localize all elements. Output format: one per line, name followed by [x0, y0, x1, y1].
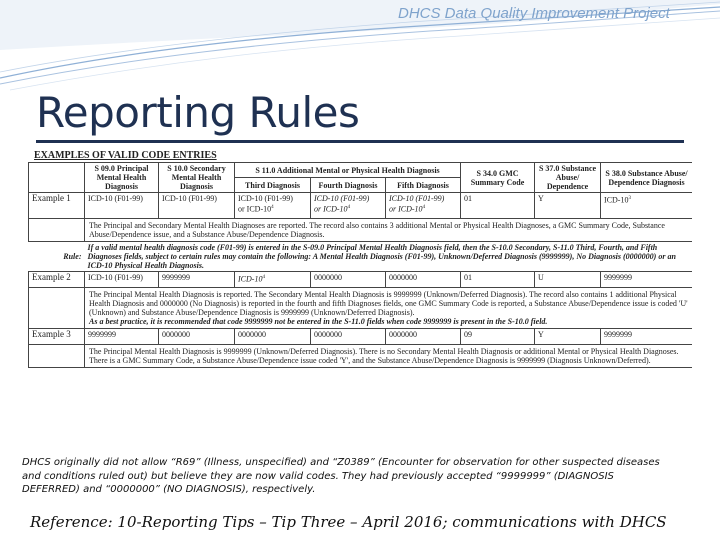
ex1-fifth-footnote: 4: [422, 205, 426, 210]
ex3-fifth: 0000000: [386, 329, 461, 345]
example-3-row: [29, 329, 693, 345]
ex1-fourth-b: or ICD-10: [314, 204, 348, 214]
ex1-fourth-footnote: 4: [347, 205, 351, 210]
ex1-fifth: [386, 193, 461, 219]
ex2-third-value: ICD-10: [238, 274, 263, 284]
col-header-s34: S 34.0 GMC Summary Code: [461, 163, 535, 193]
header-row-1: [29, 163, 693, 178]
ex1-s37: Y: [535, 193, 601, 219]
dhcs-note: DHCS originally did not allow “R69” (Illness, unspecified) and “Z0389” (Encounter for observation for other suspected diseases and conditions ruled out) but believe they are now valid codes. They had previously accepted “9999999” (DIAGNOSIS DEFERRED) and “0000000” (NO DIAGNOSIS), respectively.: [22, 457, 660, 495]
example-3-label: Example 3: [29, 329, 85, 345]
ex3-s34: 09: [461, 329, 535, 345]
code-entries-document: [28, 150, 692, 448]
ex2-note: [85, 288, 693, 329]
example-1-label: Example 1: [29, 193, 85, 219]
ex2-third-footnote: 4: [262, 275, 265, 280]
col-header-s09: S 09.0 Principal Mental Health Diagnosis: [85, 163, 159, 193]
title-underline: [36, 140, 684, 143]
ex1-note-spacer: [29, 219, 85, 242]
ex3-s37: Y: [535, 329, 601, 345]
ex3-s38: 9999999: [601, 329, 692, 345]
ex2-s38: 9999999: [601, 272, 692, 288]
ex2-s10: 9999999: [159, 272, 235, 288]
reference-line: Reference: 10-Reporting Tips – Tip Three – April 2016; communications with DHCS: [30, 513, 667, 531]
col-header-s38: S 38.0 Substance Abuse/ Dependence Diagnosis: [601, 163, 692, 193]
ex2-fourth: 0000000: [311, 272, 386, 288]
col-header-fifth: Fifth Diagnosis: [386, 178, 461, 193]
ex1-s09: ICD-10 (F01-99): [85, 193, 159, 219]
ex3-s10: 0000000: [159, 329, 235, 345]
ex1-s38-value: ICD-10: [604, 195, 629, 205]
page-title: Reporting Rules: [36, 88, 360, 137]
example-1-note-row: [29, 219, 693, 242]
example-3-note-row: [29, 345, 693, 368]
example-1-row: [29, 193, 693, 219]
ex3-note-spacer: [29, 345, 85, 368]
ex1-note: The Principal and Secondary Mental Health Diagnoses are reported. The record also contains 3 additional Mental or Physical Health Diagnoses, a GMC Summary Code, Substance Abuse/Dependence issue, and a Substance Abuse/Dependence Diagnosis.: [85, 219, 693, 242]
rule-row: [29, 242, 693, 272]
ex1-s38-footnote: 3: [628, 196, 631, 201]
ex1-third-b: or ICD-10: [238, 204, 272, 214]
col-header-third: Third Diagnosis: [235, 178, 311, 193]
ex1-third: [235, 193, 311, 219]
ex3-fourth: 0000000: [311, 329, 386, 345]
ex2-s34: 01: [461, 272, 535, 288]
ex1-fifth-a: ICD-10 (F01-99): [389, 194, 445, 203]
ex3-note: The Principal Mental Health Diagnosis is 9999999 (Unknown/Deferred Diagnosis). There is no Secondary Mental Health Diagnosis or additional Mental or Physical Health Diagnoses. There is a GMC Summary Code, a Substance Abuse/Dependence issue coded 'Y', and the Substance Abuse/Dependence Diagnosis is 9999999 (Diagnosis Unknown/Deferred).: [85, 345, 693, 368]
corner-cell: [29, 163, 85, 193]
rule-label: Rule:: [29, 242, 85, 272]
doc-heading: EXAMPLES OF VALID CODE ENTRIES: [34, 150, 217, 161]
ex2-s09: ICD-10 (F01-99): [85, 272, 159, 288]
example-2-label: Example 2: [29, 272, 85, 288]
ex2-s37: U: [535, 272, 601, 288]
ex2-third: [235, 272, 311, 288]
col-header-s10: S 10.0 Secondary Mental Health Diagnosis: [159, 163, 235, 193]
ex2-fifth: 0000000: [386, 272, 461, 288]
rule-text: If a valid mental health diagnosis code (F01-99) is entered in the S-09.0 Principal Mental Health Diagnosis field, then the S-10.0 Secondary, S-11.0 Third, Fourth, and Fifth Diagnoses fields, subject to certain rules may contain the following: A Mental Health Diagnosis (F01-99), Unknown/Deferred Diagnosis (9999999), No Diagnosis (0000000) or an ICD-10 Physical Health Diagnosis.: [85, 242, 693, 272]
example-2-note-row: [29, 288, 693, 329]
code-entries-table: [28, 162, 692, 368]
ex3-third: 0000000: [235, 329, 311, 345]
col-header-fourth: Fourth Diagnosis: [311, 178, 386, 193]
ex1-third-a: ICD-10 (F01-99): [238, 194, 293, 203]
ex1-s10: ICD-10 (F01-99): [159, 193, 235, 219]
ex1-s38: [601, 193, 692, 219]
col-header-s11: S 11.0 Additional Mental or Physical Health Diagnosis: [235, 163, 461, 178]
ex2-best-practice: As a best practice, it is recommended that code 9999999 not be entered in the S-11.0 fields when code 9999999 is present in the S-10.0 field.: [89, 317, 548, 326]
ex1-fifth-b: or ICD-10: [389, 204, 423, 214]
ex2-note-text: The Principal Mental Health Diagnosis is reported. The Secondary Mental Health Diagnosis is 9999999 (Unknown/Deferred Diagnosis). The record also contains 1 additional Physical Health Diagnosis and 0000000 (No Diagnosis) is reported in the fourth and fifth Diagnoses fields, one GMC Summary Code is reported, a Substance Abuse/Dependence issue is coded 'U' (Unknown) and Substance Abuse/Dependence Diagnosis is 9999999 (Unknown/Deferred Diagnosis).: [89, 290, 688, 317]
ex3-s09: 9999999: [85, 329, 159, 345]
col-header-s37: S 37.0 Substance Abuse/ Dependence: [535, 163, 601, 193]
ex1-third-footnote: 4: [271, 205, 274, 210]
example-2-row: [29, 272, 693, 288]
ex2-note-spacer: [29, 288, 85, 329]
ex1-s34: 01: [461, 193, 535, 219]
header-project-title: DHCS Data Quality Improvement Project: [398, 5, 670, 22]
ex1-fourth-a: ICD-10 (F01-99): [314, 194, 370, 203]
ex1-fourth: [311, 193, 386, 219]
